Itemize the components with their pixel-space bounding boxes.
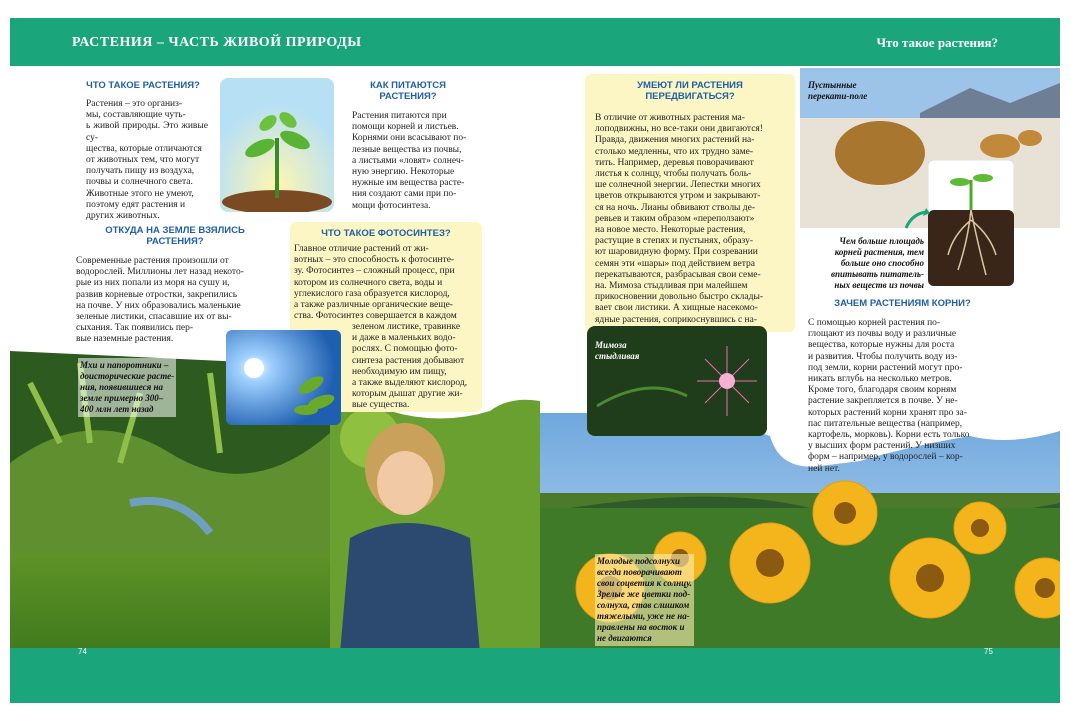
text-photosynthesis: Главное отличие растений от жи- вотных – это способность к фотосинте- зу. Фотосинтез – сложный процесс, при котором из солнечного света, воды и углекислого газа образуется кислород, а также различные органические веще- ства. Фотосинтез совершается в каждом [294, 244, 457, 322]
seedling-image [220, 78, 334, 212]
caption-tumbleweed: Пустынные перекати-поле [808, 80, 868, 101]
heading-origin: ОТКУДА НА ЗЕМЛЕ ВЗЯЛИСЬ РАСТЕНИЯ? [105, 225, 245, 247]
sun-leaves-image [226, 330, 341, 425]
header-left-title: РАСТЕНИЯ – ЧАСТЬ ЖИВОЙ ПРИРОДЫ [72, 35, 362, 50]
page-number-right: 75 [984, 647, 993, 656]
heading-what-are-plants: ЧТО ТАКОЕ РАСТЕНИЯ? [86, 80, 200, 91]
caption-mimosa: Мимоза стыдливая [595, 340, 640, 361]
text-photosynthesis-narrow: зеленом листике, травинке и даже в маленьких водо- рослях. С помощью фото- синтеза растения добывают необходимую им пищу, а также выделяют кислород, которым дышат другие жи- вые существа. [352, 322, 468, 411]
heading-can-move: УМЕЮТ ЛИ РАСТЕНИЯ ПЕРЕДВИГАТЬСЯ? [637, 80, 743, 102]
header-right-title: Что такое растения? [876, 35, 998, 50]
page-number-left: 74 [78, 647, 87, 656]
text-can-move: В отличие от животных растения ма- лоподвижны, но все-таки они двигаются! Правда, движения многих растений на- столько медленны, что их трудно заме- тить. Например, деревья поворачивают листья к солнцу, чтобы получать боль- ше солнечной энергии. Лепестки многих цветов открываются утром и закрывают- ся на ночь. Лианы обвивают стволы де- ревьев и таким образом «переползают» на новое место. Некоторые растения, растущие в степях и пустынях, образу- ют шаровидную форму. При созревании семян эти «шары» под действием ветра перекатываются, разбрасывая свои семе- на. Мимоза стыдливая при малейшем прикосновении довольно быстро склады- вает свои листики. А хищные насекомо- ядные растения, соприкоснувшись с на- [595, 113, 764, 325]
text-origin: Современные растения произошли от водорослей. Миллионы лет назад некото- рые из них попали из моря на сушу и, развив корневые отростки, закрепились на почве. У них образовались маленькие зеленые листики, спасавшие их от вы- сыхания. Так появились пер- вые наземные растения. [76, 256, 244, 345]
roots-image [928, 160, 1014, 286]
heading-photosynthesis: ЧТО ТАКОЕ ФОТОСИНТЕЗ? [321, 228, 451, 239]
top-header-bar [10, 18, 1060, 66]
text-what-are-plants: Растения – это организ- мы, составляющие чуть- ь живой природы. Это живые су- щества, которые отличаются от животных тем, что могут получать пищу из воздуха, почвы и солнечного света. Животные этого не умеют, поэтому едят растения и других животных. [86, 99, 208, 222]
heading-roots: ЗАЧЕМ РАСТЕНИЯМ КОРНИ? [834, 298, 971, 309]
arrow-icon [902, 206, 932, 232]
heading-how-plants-eat: КАК ПИТАЮТСЯ РАСТЕНИЯ? [370, 80, 446, 102]
caption-moss: Мхи и папоротники – доисторические расте- ния, появившиеся на земле примерно 300– 400 млн лет назад [78, 358, 176, 417]
text-how-plants-eat: Растения питаются при помощи корней и листьев. Корнями они всасывают по- лезные вещества из почвы, а листьями «ловят» солнеч- ную энергию. Некоторые нужные им вещества расте- ния создают сами при по- мощи фотосинтеза. [352, 111, 467, 211]
book-spread [10, 18, 1060, 703]
caption-roots-area: Чем больше площадь корней растения, тем больше оно способно впитывать питатель- ных веществ из почвы [831, 236, 924, 290]
bottom-footer-bar [10, 648, 1060, 703]
caption-sunflowers: Молодые подсолнухи всегда поворачивают свои соцветия к солнцу. Зрелые же цветки под- солнуха, став слишком тяжелыми, уже не на- правлены на восток и не двигаются [595, 554, 694, 646]
text-roots: С помощью корней растения по- глощают из почвы воду и различные вещества, которые нужны для роста и развития. Чтобы получить воду из- под земли, корни растений могут про- никать вглубь на несколько метров. Кроме того, благодаря своим корням растение закрепляется в почве. У не- которых растений корни хранят про за- пас питательные вещества (например, картофель, морковь). Корни есть только у высших форм растений. У низших форм – например, у водорослей – кор- ней нет. [808, 318, 970, 474]
